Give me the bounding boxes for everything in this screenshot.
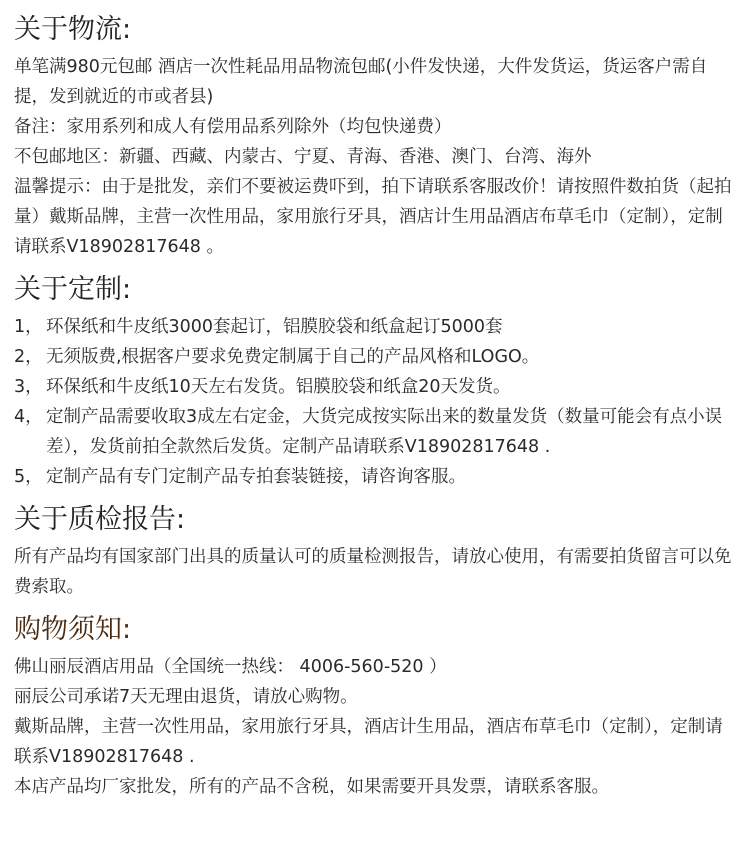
list-item-text: 定制产品需要收取3成左右定金，大货完成按实际出来的数量发货（数量可能会有点小误差），发货前拍全款然后发货。定制产品请联系V18902817648 . — [46, 407, 723, 457]
list-item-number: 4， — [14, 407, 43, 427]
quality-title: 关于质检报告: — [14, 504, 186, 535]
list-item-text: 环保纸和牛皮纸10天左右发货。铝膜胶袋和纸盒20天发货。 — [46, 377, 511, 397]
logistics-section — [14, 12, 736, 262]
notice-brand-text: 戴斯品牌，主营一次性用品，家用旅行牙具，酒店计生用品，酒店布草毛巾（定制），定制请联系V18902817648 . — [14, 717, 723, 767]
notice-title: 购物须知: — [14, 614, 132, 645]
logistics-title: 关于物流: — [14, 14, 132, 45]
list-item-text: 定制产品有专门定制产品专拍套装链接，请咨询客服。 — [46, 467, 466, 487]
quality-section — [14, 502, 736, 602]
list-item-number: 2， — [14, 347, 43, 367]
notice-return-policy-text: 丽辰公司承诺7天无理由退货，请放心购物。 — [14, 687, 358, 707]
logistics-tips-text: 温馨提示：由于是批发，亲们不要被运费吓到，拍下请联系客服改价！请按照件数拍货（起拍量）戴斯品牌，主营一次性用品，家用旅行牙具，酒店计生用品酒店布草毛巾（定制），定制请联系V18902817648 。 — [14, 177, 732, 257]
list-item — [14, 462, 736, 492]
custom-list — [14, 312, 736, 492]
logistics-free-shipping-text: 单笔满980元包邮 酒店一次性耗品用品物流包邮(小件发快递，大件发货运，货运客户需自提，发到就近的市或者县) — [14, 57, 708, 107]
notice-invoice-text: 本店产品均厂家批发，所有的产品不含税，如果需要开具发票，请联系客服。 — [14, 777, 609, 797]
logistics-excluded-regions-text: 不包邮地区：新疆、西藏、内蒙古、宁夏、青海、香港、澳门、台湾、海外 — [14, 147, 592, 167]
list-item-number: 3， — [14, 377, 43, 397]
list-item — [14, 372, 736, 402]
logistics-remark-text: 备注：家用系列和成人有偿用品系列除外（均包快递费） — [14, 117, 452, 137]
custom-section — [14, 272, 736, 492]
list-item-text: 环保纸和牛皮纸3000套起订，铝膜胶袋和纸盒起订5000套 — [46, 317, 503, 337]
list-item — [14, 402, 736, 462]
list-item-text: 无须版费,根据客户要求免费定制属于自己的产品风格和LOGO。 — [46, 347, 540, 367]
custom-title: 关于定制: — [14, 274, 132, 305]
notice-hotline-text: 佛山丽辰酒店用品（全国统一热线： 4006-560-520 ） — [14, 657, 447, 677]
list-item-number: 5， — [14, 467, 43, 487]
quality-report-text: 所有产品均有国家部门出具的质量认可的质量检测报告，请放心使用，有需要拍货留言可以免费索取。 — [14, 547, 732, 597]
notice-section — [14, 612, 736, 802]
list-item — [14, 312, 736, 342]
list-item — [14, 342, 736, 372]
list-item-number: 1， — [14, 317, 43, 337]
